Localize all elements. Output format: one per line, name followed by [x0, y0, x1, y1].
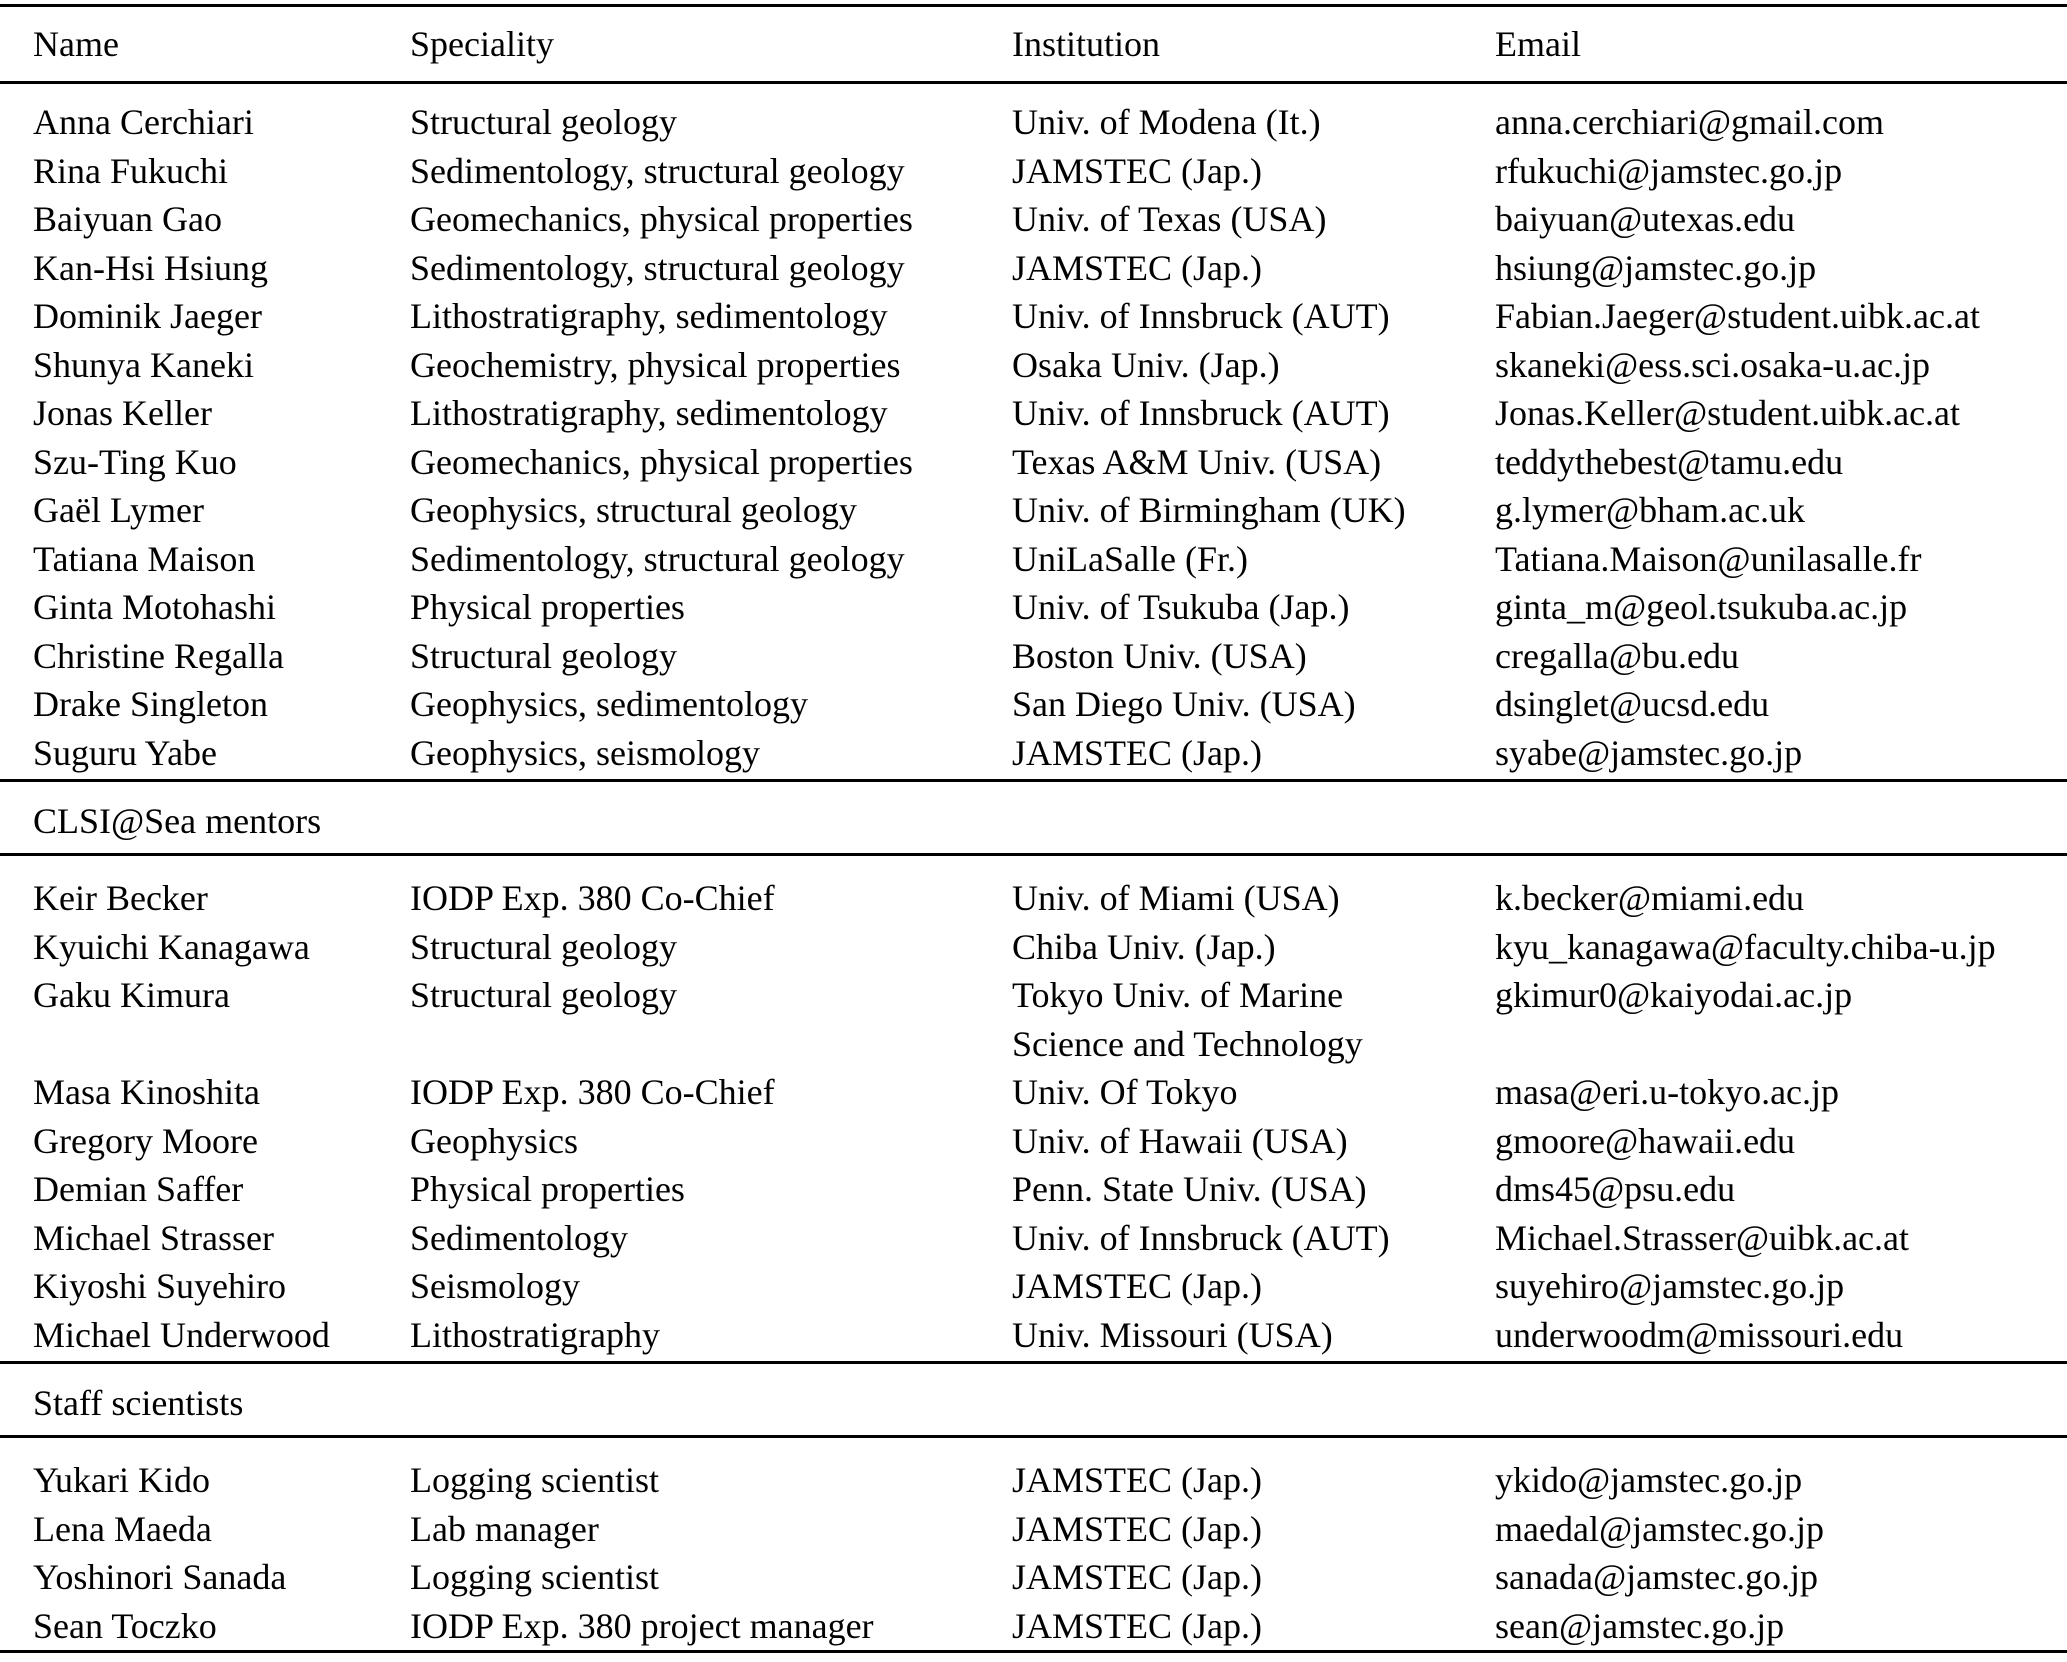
email-cell: Fabian.Jaeger@student.uibk.ac.at: [1495, 296, 1980, 336]
name-cell: Michael Underwood: [33, 1314, 330, 1355]
speciality-cell: Structural geology: [410, 635, 677, 676]
table-header-row: [0, 7, 2067, 81]
institution-cell: San Diego Univ. (USA): [1012, 684, 1356, 724]
email-cell: dms45@psu.edu: [1495, 1169, 1736, 1209]
speciality-cell: IODP Exp. 380 Co-Chief: [410, 878, 775, 918]
institution-cell: JAMSTEC (Jap.): [1012, 1266, 1262, 1306]
participant-row: [0, 874, 2067, 923]
email-cell: cregalla@bu.edu: [1495, 635, 1740, 676]
institution-cell: Texas A&M Univ. (USA): [1012, 441, 1382, 482]
name-cell: Keir Becker: [33, 878, 208, 918]
institution-cell: Univ. of Tsukuba (Jap.): [1012, 587, 1350, 627]
institution-cell: JAMSTEC (Jap.): [1012, 1557, 1262, 1597]
email-cell: hsiung@jamstec.go.jp: [1495, 247, 1817, 288]
institution-cell: Osaka Univ. (Jap.): [1012, 344, 1280, 385]
email-cell: underwoodm@missouri.edu: [1495, 1314, 1904, 1355]
speciality-cell: Lithostratigraphy: [410, 1314, 660, 1355]
name-cell: Jonas Keller: [33, 393, 212, 433]
participant-row: [0, 1505, 2067, 1554]
section-title: CLSI@Sea mentors: [33, 800, 322, 841]
participant-row: [0, 1214, 2067, 1263]
speciality-cell: Geomechanics, physical properties: [410, 441, 913, 482]
email-cell: maedal@jamstec.go.jp: [1495, 1508, 1825, 1549]
email-cell: Jonas.Keller@student.uibk.ac.at: [1495, 393, 1961, 433]
name-cell: Lena Maeda: [33, 1508, 212, 1549]
email-cell: Michael.Strasser@uibk.ac.at: [1495, 1217, 1910, 1258]
speciality-cell: Structural geology: [410, 975, 677, 1015]
name-cell: Suguru Yabe: [33, 732, 218, 773]
section-title: Staff scientists: [33, 1382, 244, 1423]
participant-row: [0, 1262, 2067, 1311]
email-cell: sean@jamstec.go.jp: [1495, 1605, 1785, 1646]
name-cell: Masa Kinoshita: [33, 1072, 260, 1112]
table-body: [0, 84, 2067, 1650]
speciality-cell: Physical properties: [410, 587, 685, 627]
name-cell: Demian Saffer: [33, 1169, 244, 1209]
email-cell: gmoore@hawaii.edu: [1495, 1120, 1796, 1161]
participant-row: [0, 341, 2067, 390]
email-cell: gkimur0@kaiyodai.ac.jp: [1495, 975, 1853, 1015]
email-cell: dsinglet@ucsd.edu: [1495, 684, 1770, 724]
name-cell: Gregory Moore: [33, 1120, 258, 1161]
institution-cell: Univ. Missouri (USA): [1012, 1314, 1333, 1355]
institution-cell: Univ. of Innsbruck (AUT): [1012, 393, 1390, 433]
speciality-cell: Geophysics, structural geology: [410, 490, 857, 530]
email-cell: masa@eri.u-tokyo.ac.jp: [1495, 1072, 1840, 1112]
name-cell: Ginta Motohashi: [33, 587, 276, 627]
participant-row: [0, 1117, 2067, 1166]
column-header-name: Name: [33, 24, 119, 64]
institution-cell: Univ. of Miami (USA): [1012, 878, 1340, 918]
institution-cell: Boston Univ. (USA): [1012, 635, 1307, 676]
email-cell: baiyuan@utexas.edu: [1495, 199, 1796, 239]
email-cell: k.becker@miami.edu: [1495, 878, 1805, 918]
speciality-cell: Logging scientist: [410, 1557, 659, 1597]
name-cell: Kyuichi Kanagawa: [33, 926, 310, 967]
participant-row: [0, 1456, 2067, 1505]
speciality-cell: Sedimentology, structural geology: [410, 150, 905, 191]
column-header-speciality: Speciality: [410, 24, 554, 64]
participant-row: [0, 1165, 2067, 1214]
name-cell: Shunya Kaneki: [33, 344, 254, 385]
speciality-cell: Sedimentology, structural geology: [410, 538, 905, 579]
section-title-row: [0, 782, 2067, 853]
name-cell: Yoshinori Sanada: [33, 1557, 287, 1597]
participant-row: [0, 971, 2067, 1068]
institution-cell: JAMSTEC (Jap.): [1012, 732, 1262, 773]
speciality-cell: IODP Exp. 380 project manager: [410, 1605, 874, 1646]
section-rows: [0, 84, 2067, 779]
speciality-cell: Lithostratigraphy, sedimentology: [410, 393, 888, 433]
email-cell: ginta_m@geol.tsukuba.ac.jp: [1495, 587, 1908, 627]
institution-cell: Univ. of Modena (It.): [1012, 102, 1321, 142]
name-cell: Kiyoshi Suyehiro: [33, 1266, 287, 1306]
name-cell: Gaël Lymer: [33, 490, 204, 530]
participant-row: [0, 1311, 2067, 1360]
participant-row: [0, 923, 2067, 972]
email-cell: teddythebest@tamu.edu: [1495, 441, 1844, 482]
participant-row: [0, 1602, 2067, 1651]
name-cell: Tatiana Maison: [33, 538, 256, 579]
speciality-cell: Geophysics: [410, 1120, 578, 1161]
section-rows: [0, 1438, 2067, 1650]
institution-cell: Univ. of Innsbruck (AUT): [1012, 1217, 1390, 1258]
column-header-email: Email: [1495, 24, 1581, 64]
speciality-cell: IODP Exp. 380 Co-Chief: [410, 1072, 775, 1112]
speciality-cell: Lab manager: [410, 1508, 599, 1549]
name-cell: Rina Fukuchi: [33, 150, 228, 191]
name-cell: Anna Cerchiari: [33, 102, 254, 142]
speciality-cell: Geomechanics, physical properties: [410, 199, 913, 239]
bottom-rule: [0, 1650, 2067, 1653]
name-cell: Yukari Kido: [33, 1460, 210, 1500]
name-cell: Michael Strasser: [33, 1217, 274, 1258]
speciality-cell: Geophysics, seismology: [410, 732, 760, 773]
participant-row: [0, 438, 2067, 487]
institution-cell: Univ. of Birmingham (UK): [1012, 490, 1406, 530]
institution-cell: Univ. of Innsbruck (AUT): [1012, 296, 1390, 336]
participant-row: [0, 244, 2067, 293]
speciality-cell: Lithostratigraphy, sedimentology: [410, 296, 888, 336]
institution-cell: JAMSTEC (Jap.): [1012, 150, 1262, 191]
section-rows: [0, 856, 2067, 1361]
email-cell: sanada@jamstec.go.jp: [1495, 1557, 1819, 1597]
email-cell: anna.cerchiari@gmail.com: [1495, 102, 1884, 142]
speciality-cell: Physical properties: [410, 1169, 685, 1209]
email-cell: kyu_kanagawa@faculty.chiba-u.jp: [1495, 926, 1996, 967]
participant-row: [0, 535, 2067, 584]
speciality-cell: Sedimentology: [410, 1217, 628, 1258]
name-cell: Drake Singleton: [33, 684, 268, 724]
institution-cell: JAMSTEC (Jap.): [1012, 1508, 1262, 1549]
participant-row: [0, 632, 2067, 681]
institution-cell: JAMSTEC (Jap.): [1012, 1605, 1262, 1646]
institution-cell: Tokyo Univ. of Marine Science and Technology: [1012, 975, 1363, 1064]
participant-row: [0, 1068, 2067, 1117]
name-cell: Sean Toczko: [33, 1605, 217, 1646]
name-cell: Gaku Kimura: [33, 975, 230, 1015]
section-title-row: [0, 1364, 2067, 1435]
name-cell: Christine Regalla: [33, 635, 284, 676]
participant-row: [0, 98, 2067, 147]
speciality-cell: Structural geology: [410, 926, 677, 967]
participant-row: [0, 389, 2067, 438]
email-cell: skaneki@ess.sci.osaka-u.ac.jp: [1495, 344, 1931, 385]
institution-cell: Penn. State Univ. (USA): [1012, 1169, 1367, 1209]
speciality-cell: Geophysics, sedimentology: [410, 684, 808, 724]
speciality-cell: Sedimentology, structural geology: [410, 247, 905, 288]
participant-row: [0, 486, 2067, 535]
participant-row: [0, 1553, 2067, 1602]
speciality-cell: Seismology: [410, 1266, 581, 1306]
institution-cell: Univ. Of Tokyo: [1012, 1072, 1238, 1112]
participant-row: [0, 729, 2067, 778]
institution-cell: JAMSTEC (Jap.): [1012, 247, 1262, 288]
email-cell: ykido@jamstec.go.jp: [1495, 1460, 1803, 1500]
column-header-institution: Institution: [1012, 24, 1161, 64]
email-cell: Tatiana.Maison@unilasalle.fr: [1495, 538, 1922, 579]
participant-row: [0, 680, 2067, 729]
institution-cell: Univ. of Hawaii (USA): [1012, 1120, 1348, 1161]
email-cell: suyehiro@jamstec.go.jp: [1495, 1266, 1845, 1306]
email-cell: g.lymer@bham.ac.uk: [1495, 490, 1806, 530]
speciality-cell: Geochemistry, physical properties: [410, 344, 901, 385]
name-cell: Baiyuan Gao: [33, 199, 222, 239]
institution-cell: Univ. of Texas (USA): [1012, 199, 1327, 239]
participant-row: [0, 147, 2067, 196]
institution-cell: UniLaSalle (Fr.): [1012, 538, 1248, 579]
name-cell: Dominik Jaeger: [33, 296, 262, 336]
institution-cell: Chiba Univ. (Jap.): [1012, 926, 1276, 967]
email-cell: rfukuchi@jamstec.go.jp: [1495, 150, 1843, 191]
speciality-cell: Structural geology: [410, 102, 677, 142]
institution-cell: JAMSTEC (Jap.): [1012, 1460, 1262, 1500]
name-cell: Szu-Ting Kuo: [33, 441, 237, 482]
name-cell: Kan-Hsi Hsiung: [33, 247, 268, 288]
speciality-cell: Logging scientist: [410, 1460, 659, 1500]
participant-row: [0, 583, 2067, 632]
participant-row: [0, 292, 2067, 341]
participant-row: [0, 195, 2067, 244]
email-cell: syabe@jamstec.go.jp: [1495, 732, 1803, 773]
